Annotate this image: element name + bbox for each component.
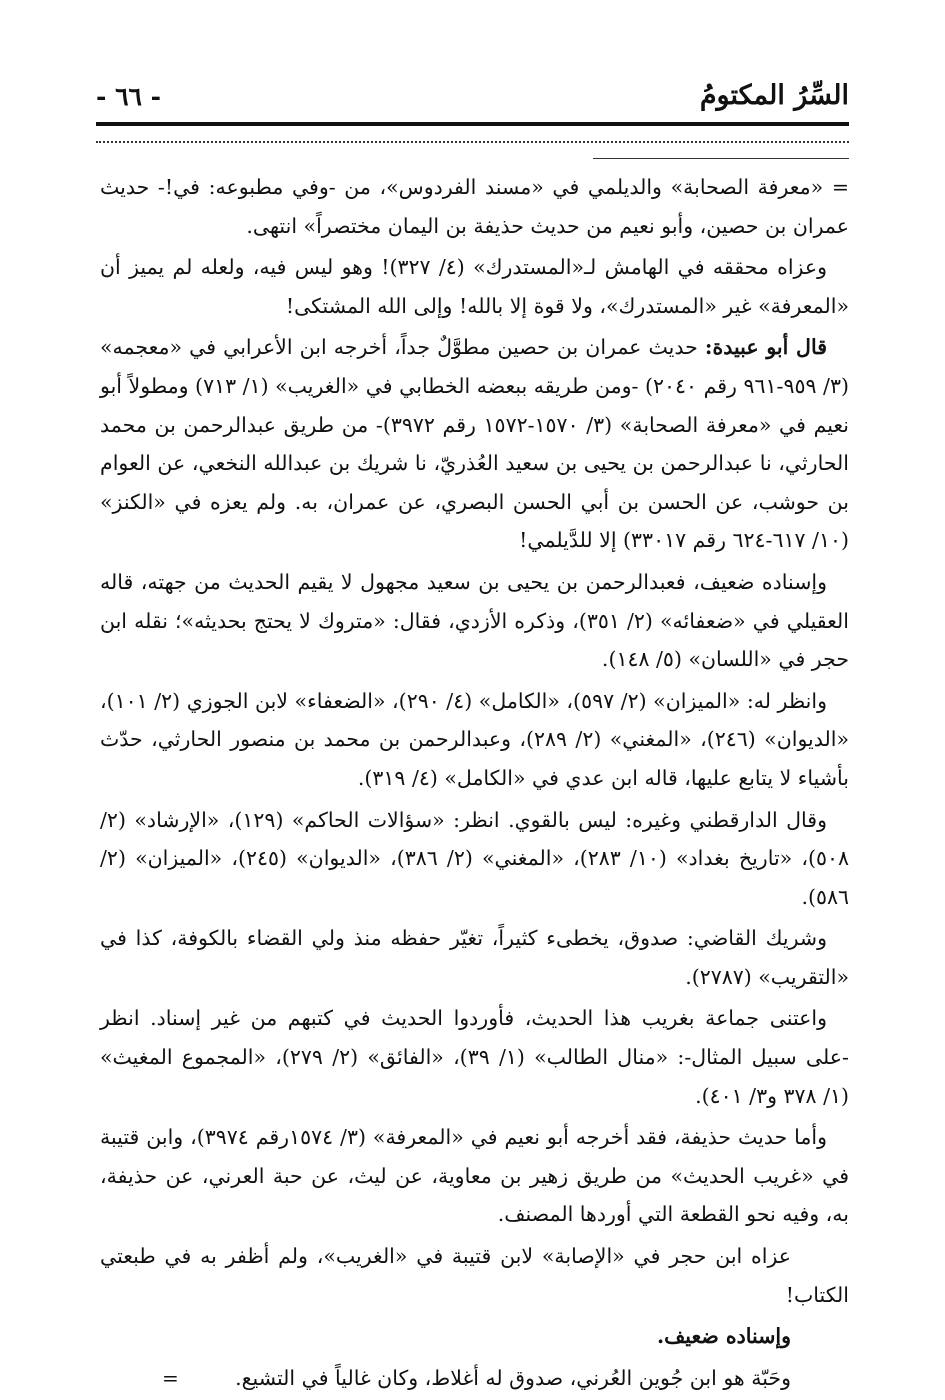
paragraph-9: وأما حديث حذيفة، فقد أخرجه أبو نعيم في «المعرفة» (٣/ ١٥٧٤رقم ٣٩٧٤)، وابن قتيبة في «غريب الحديث» من طريق زهير بن معاوية، عن ليث، عن حبة العرني، عن حذيفة، به، وفيه نحو القطعة التي أوردها المصنف.: [100, 1125, 849, 1227]
paragraph-4: وإسناده ضعيف، فعبدالرحمن بن يحيى بن سعيد مجهول لا يقيم الحديث من جهته، قاله العقيلي في «ضعفائه» (٢/ ٣٥١)، وذكره الأزدي، فقال: «متروك لا يحتج بحديثه»؛ نقله ابن حجر في «اللسان» (٥/ ١٤٨).: [100, 569, 850, 672]
continuation-mark: =: [162, 1365, 179, 1390]
paragraph-3: قال أبو عبيدة: حديث عمران بن حصين مطوَّلٌ جداً، أخرجه ابن الأعرابي في «معجمه» (٣/ ٩٥٩-٩٦١ رقم ٢٠٤٠) -ومن طريقه ببعضه الخطابي في «الغريب» (١/ ٧١٣) ومطولاً أبو نعيم في «معرفة الصحابة» (٣/ ١٥٧٠-١٥٧٢ رقم ٣٩٧٢)- من طريق عبدالرحمن بن محمد الحارثي، نا عبدالرحمن بن يحيى بن سعيد العُذريّ، نا شريك بن عبدالله النخعي، عن العوام بن حوشب، عن الحسن بن أبي الحسن البصري، عن عمران، به. ولم يعزه في «الكنز» (١٠/ ٦١٧-٦٢٤ رقم ٣٣٠١٧) إلا للدَّيلمي!: [100, 335, 849, 553]
paragraph-lead: قال أبو عبيدة:: [704, 335, 827, 360]
book-title: السِّرُ المكتومُ: [699, 80, 849, 111]
footnote-body: [100, 168, 849, 1400]
header-rule: [96, 122, 849, 126]
footnote-separator: [593, 158, 849, 159]
paragraph-11: وإسناده ضعيف.: [656, 1324, 791, 1349]
paragraph-5: وانظر له: «الميزان» (٢/ ٥٩٧)، «الكامل» (٤/ ٢٩٠)، «الضعفاء» لابن الجوزي (٢/ ١٠١)، «الديوان» (٢٤٦)، «المغني» (٢/ ٢٨٩)، وعبدالرحمن بن محمد بن منصور الحارثي، حدّث بأشياء لا يتابع عليها، قاله ابن عدي في «الكامل» (٤/ ٣١٩).: [100, 688, 849, 790]
page-header: [96, 72, 849, 122]
dotted-rule: [96, 141, 849, 143]
paragraph-1: = «معرفة الصحابة» والديلمي في «مسند الفردوس»، من -وفي مطبوعه: في!- حديث عمران بن حصين، وأبو نعيم من حديث حذيفة بن اليمان مختصراً» انتهى.: [100, 175, 849, 238]
paragraph-12: وحَبّة هو ابن جُوين العُرني، صدوق له أغلاط، وكان غالياً في التشيع. =: [100, 1359, 849, 1398]
paragraph-8: واعتنى جماعة بغريب هذا الحديث، فأوردوا الحديث في كتبهم من غير إسناد. انظر -على سبيل المثال-: «منال الطالب» (١/ ٣٩)، «الفائق» (٢/ ٢٧٩)، «المجموع المغيث» (١/ ٣٧٨ و٣/ ٤٠١).: [100, 1006, 849, 1108]
page-number: - ٦٦ -: [96, 82, 162, 111]
paragraph-2: وعزاه محققه في الهامش لـ«المستدرك» (٤/ ٣٢٧)! وهو ليس فيه، ولعله لم يميز أن «المعرفة» غير «المستدرك»، ولا قوة إلا بالله! وإلى الله المشتكى!: [100, 255, 849, 318]
paragraph-6: وقال الدارقطني وغيره: ليس بالقوي. انظر: «سؤالات الحاكم» (١٢٩)، «الإرشاد» (٢/ ٥٠٨)، «تاريخ بغداد» (١٠/ ٢٨٣)، «المغني» (٢/ ٣٨٦)، «الديوان» (٢٤٥)، «الميزان» (٢/ ٥٨٦).: [100, 807, 849, 909]
paragraph-7: وشريك القاضي: صدوق، يخطىء كثيراً، تغيّر حفظه منذ ولي القضاء بالكوفة، كذا في «التقريب» (٢٧٨٧).: [100, 926, 849, 989]
paragraph-10: عزاه ابن حجر في «الإصابة» لابن قتيبة في «الغريب»، ولم أظفر به في طبعتي الكتاب!: [100, 1244, 849, 1307]
